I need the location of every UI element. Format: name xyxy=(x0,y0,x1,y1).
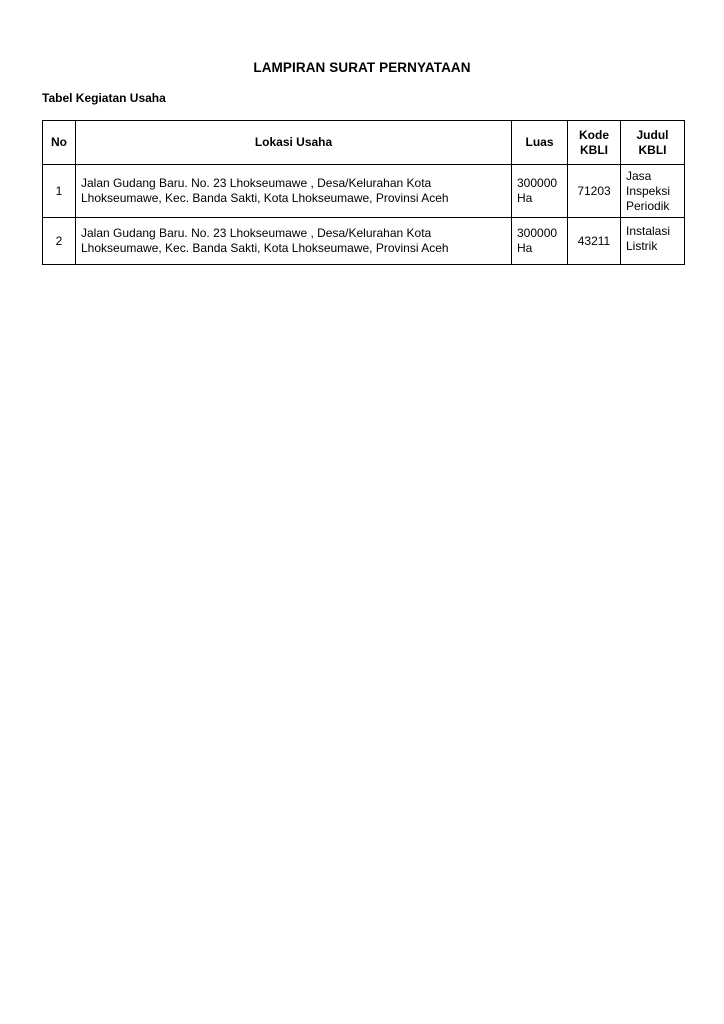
header-kode-kbli-line1: Kode xyxy=(579,127,609,142)
cell-kode-kbli: 43211 xyxy=(568,218,621,265)
cell-luas xyxy=(512,165,568,218)
header-kode-kbli-line2: KBLI xyxy=(580,142,608,157)
header-judul-kbli xyxy=(621,121,685,165)
luas-unit: Ha xyxy=(517,241,533,255)
cell-judul-kbli xyxy=(621,165,685,218)
judul-line: Listrik xyxy=(626,239,658,253)
cell-judul-kbli xyxy=(621,218,685,265)
judul-line: Inspeksi xyxy=(626,183,671,198)
header-judul-kbli-line1: Judul xyxy=(636,127,669,142)
cell-kode-kbli: 71203 xyxy=(568,165,621,218)
table-header-row xyxy=(43,121,685,165)
page-title: LAMPIRAN SURAT PERNYATAAN xyxy=(253,60,471,75)
table-row xyxy=(43,165,685,218)
header-no: No xyxy=(43,121,76,165)
cell-lokasi-usaha: Jalan Gudang Baru. No. 23 Lhokseumawe , Desa/Kelurahan Kota Lhokseumawe, Kec. Banda Sakti, Kota Lhokseumawe, Provinsi Aceh xyxy=(76,165,512,218)
judul-line: Periodik xyxy=(626,198,670,213)
cell-no: 1 xyxy=(43,165,76,218)
luas-value: 300000 xyxy=(517,176,558,190)
luas-value: 300000 xyxy=(517,226,558,240)
header-lokasi-usaha: Lokasi Usaha xyxy=(76,121,512,165)
cell-luas xyxy=(512,218,568,265)
judul-line: Jasa xyxy=(626,168,652,183)
judul-line: Instalasi xyxy=(626,224,671,238)
cell-lokasi-usaha: Jalan Gudang Baru. No. 23 Lhokseumawe , Desa/Kelurahan Kota Lhokseumawe, Kec. Banda Sakti, Kota Lhokseumawe, Provinsi Aceh xyxy=(76,218,512,265)
header-judul-kbli-line2: KBLI xyxy=(638,142,667,157)
section-heading: Tabel Kegiatan Usaha xyxy=(42,91,166,105)
luas-unit: Ha xyxy=(517,191,533,205)
cell-no: 2 xyxy=(43,218,76,265)
header-luas: Luas xyxy=(512,121,568,165)
business-activity-table xyxy=(42,120,685,265)
header-kode-kbli xyxy=(568,121,621,165)
table-row xyxy=(43,218,685,265)
